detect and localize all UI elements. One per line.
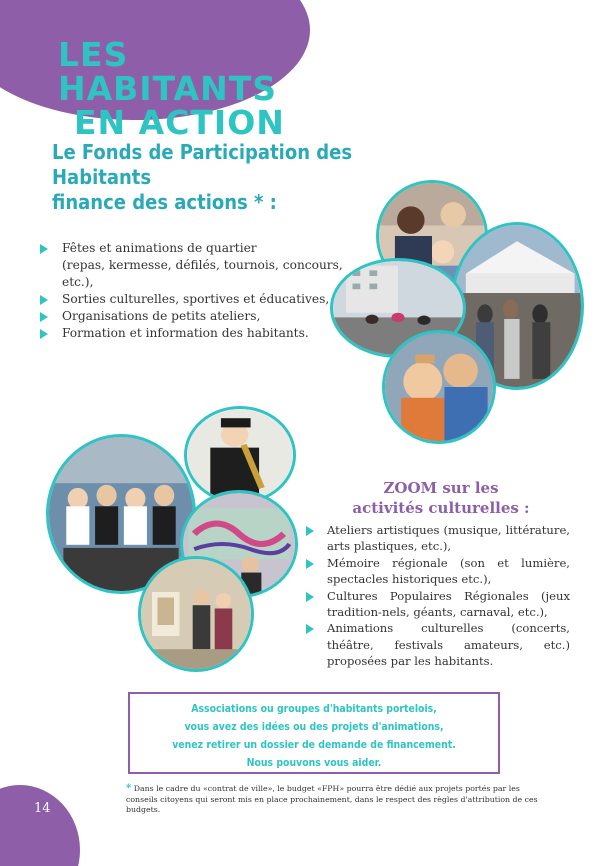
triangle-bullet-icon (306, 592, 314, 602)
list-item (306, 588, 570, 621)
callout-line: Nous pouvons vous aider. (246, 757, 382, 769)
page-title-line2: EN ACTION (74, 103, 285, 142)
list-item (40, 291, 350, 308)
list-item-text: Organisations de petits ateliers, (62, 309, 261, 323)
subtitle-line1: Le Fonds de Participation des Habitants (52, 140, 353, 189)
page-title (58, 35, 328, 142)
zoom-title (300, 478, 582, 518)
list-item-text: Formation et information des habitants. (62, 326, 309, 340)
list-item-text: Mémoire régionale (son et lumière, spectacles historiques etc.), (327, 555, 570, 587)
funding-callout-box (128, 692, 500, 774)
triangle-bullet-icon (40, 244, 48, 254)
funded-actions-list (40, 240, 350, 342)
list-item-text: Ateliers artistiques (musique, littérature, arts plastiques, etc.), (327, 523, 570, 554)
page-title-line1: LES HABITANTS (58, 35, 277, 108)
triangle-bullet-icon (306, 624, 314, 634)
cultural-activities-list (306, 522, 570, 670)
list-item (306, 620, 570, 669)
list-item-text: Animations culturelles (concerts, théâtre, festivals amateurs, etc.) proposées par les habitants. (327, 621, 570, 669)
triangle-bullet-icon (40, 295, 48, 305)
triangle-bullet-icon (306, 559, 314, 569)
footnote-text: Dans le cadre du «contrat de ville», le budget «FPH» pourra être dédié aux projets portés par les conseils citoyens qui seront mis en place prochainement, dans le respect des règles d'attribution de ces budgets. (126, 784, 538, 814)
section-subtitle (52, 140, 392, 215)
list-item-text: Cultures Populaires Régionales (jeux tradition-nels, géants, carnaval, etc.), (327, 588, 570, 620)
zoom-title-line2: activités culturelles : (352, 499, 530, 517)
callout-line: vous avez des idées ou des projets d'animations, (184, 721, 444, 733)
list-item (40, 240, 350, 291)
photo-face-painting (382, 330, 496, 444)
list-item-detail: (repas, kermesse, défilés, tournois, concours, etc.), (62, 258, 343, 289)
triangle-bullet-icon (306, 526, 314, 536)
callout-line: Associations ou groupes d'habitants portelois, (191, 703, 437, 715)
page-number: 14 (34, 801, 51, 816)
triangle-bullet-icon (40, 329, 48, 339)
footnote-marker: * (126, 783, 132, 794)
footnote (126, 784, 546, 816)
decorative-blob-bottom (0, 785, 80, 866)
list-item-text: Sorties culturelles, sportives et éducatives, (62, 292, 330, 306)
list-item (40, 308, 350, 325)
list-item (306, 522, 570, 555)
list-item (40, 325, 350, 342)
list-item-text: Fêtes et animations de quartier (62, 241, 257, 255)
photo-museum-visit (138, 556, 254, 672)
list-item (306, 555, 570, 588)
zoom-title-line1: ZOOM sur les (383, 479, 499, 497)
subtitle-line2: finance des actions * : (52, 190, 277, 214)
callout-line: venez retirer un dossier de demande de financement. (172, 739, 456, 751)
triangle-bullet-icon (40, 312, 48, 322)
